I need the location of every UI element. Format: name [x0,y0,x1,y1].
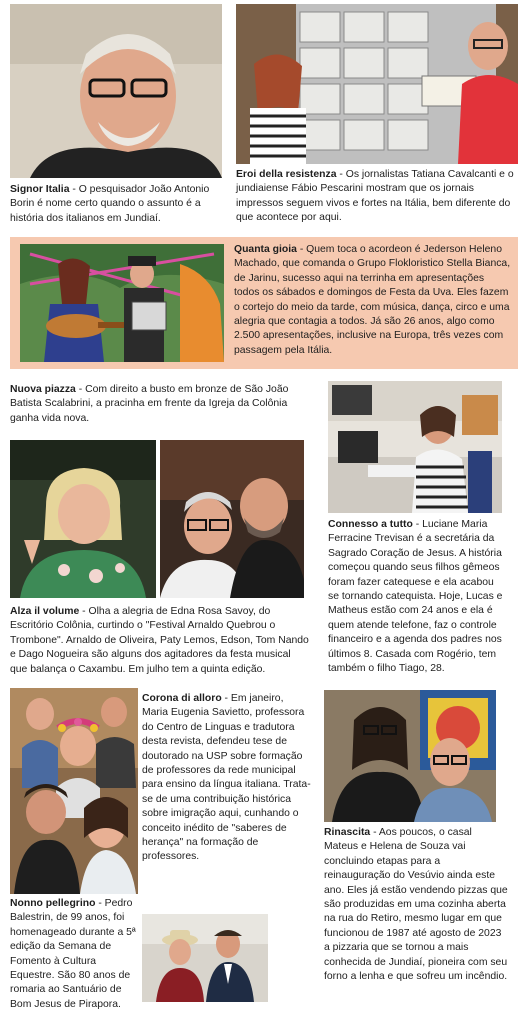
caption-nonno-pellegrino [10,897,138,1012]
caption-body: O pesquisador João Antonio Borin é nome certo quando o assunto é a história dos italianos em Jundiaí. [10,184,210,224]
photo-quanta-gioia [20,244,224,362]
photo-maria-eugenia-savietto [10,688,138,894]
caption-eroi-della-resistenza [236,168,520,226]
caption-quanta-gioia [234,243,512,358]
caption-body: Quem toca o acordeon é Jederson Heleno Machado, que comanda o Grupo Flokloristico Stella Bianca, de Jarinu, sucesso aqui na terrinha em apresentações todos os sábados e domingos de Festa da Uva. Eles fazem o cortejo do meio da tarde, com música, dança, circo e uma alegria que contagia a todos. Já são 26 anos, algo como 2.500 apresentações, inclusive na Europa, três vezes com passagem pela Itália. [234,244,511,356]
caption-rinascita [324,826,508,984]
caption-separator: - [370,827,379,838]
caption-connesso-a-tutto [328,518,504,676]
photo-mateus-helena-de-souza [324,690,496,822]
caption-separator: - [221,693,231,704]
caption-separator: - [69,184,79,195]
caption-title: Signor Italia [10,184,70,195]
photo-eroi-della-resistenza [236,4,518,164]
caption-corona-di-alloro [142,692,312,890]
photo-joao-antonio-borin [10,4,222,178]
caption-title: Rinascita [324,827,371,838]
caption-title: Connesso a tutto [328,519,413,530]
caption-title: Corona di alloro [142,693,222,704]
caption-separator: - [296,244,307,255]
photo-pedro-balestrin [142,914,268,1002]
caption-signor-italia [10,183,224,226]
caption-separator: - [412,519,423,530]
caption-nuova-piazza [10,383,310,426]
caption-title: Alza il volume [10,606,80,617]
caption-separator: - [79,606,89,617]
caption-body: Aos poucos, o casal Mateus e Helena de Souza vai concluindo etapas para a reinauguração do Vesúvio ainda este ano. Eles já estão vendendo pizzas que são produzidas em uma cozinha aberta na rua do Retiro, mesmo lugar em que funcionou de 1987 até agosto de 2023 a pizzaria que se tornou a mais conhecida de Jundiaí, pioneira com seu forno a lenha e que sofreu um incêndio. [324,827,508,983]
photo-arnaldo-festival [160,440,304,598]
caption-body: Olha a alegria de Edna Rosa Savoy, do Escritório Colônia, curtindo o "Festival Arnaldo Quebrou o Trombone". Arnaldo de Oliveira, Paty Lemos, Edson, Tom Nando e Dago Nogueira são alguns dos agitadores da festa musical que balança o Caxambu. Em julho tem a quinta edição. [10,606,309,675]
caption-separator: - [75,384,86,395]
caption-title: Eroi della resistenza [236,169,337,180]
caption-title: Quanta gioia [234,244,297,255]
caption-separator: - [336,169,346,180]
photo-edna-rosa-savoy [10,440,156,598]
caption-body: Os jornalistas Tatiana Cavalcanti e o jundiaiense Fábio Pescarini mostram que os jornais impressos seguem vivos e fortes na Itália, bem diferente do que acontece por aqui. [236,169,514,224]
caption-body: Pedro Balestrin, de 99 anos, foi homenageado durante a 5ª edição da Semana de Fomento à Cultura Equestre. São 80 anos de romaria ao Santuário de Bom Jesus de Pirapora. [10,898,136,1010]
caption-body: Luciane Maria Ferracine Trevisan é a secretária da Sagrado Coração de Jesus. A história começou quando seus filhos gêmeos foram fazer catequese e ela acabou se tornando catequista. Hoje, Lucas e Matheus estão com 24 anos e ela é quem atende telefone, faz o controle financeiro e a agenda dos padres nos últimos 8. Casada com Rogério, tem também o filho Tiago, 28. [328,519,503,675]
caption-title: Nonno pellegrino [10,898,96,909]
caption-body: Em janeiro, Maria Eugenia Savietto, professora do Centro de Linguas e tradutora desta revista, defendeu tese de doutorado na USP sobre formação de professores da rede municipal para ensino da língua italiana. Trata-se de uma contribuição histórica sobre imigração aqui, cunhando o conceito inédito de "saberes de herança" na formação de professores. [142,693,311,863]
caption-title: Nuova piazza [10,384,76,395]
caption-separator: - [95,898,105,909]
caption-body: Com direito a busto em bronze de São João Batista Scalabrini, a pracinha em frente da Igreja da Colônia ganha vida nova. [10,384,289,424]
caption-alza-il-volume [10,605,310,677]
photo-luciane-trevisan [328,381,502,513]
